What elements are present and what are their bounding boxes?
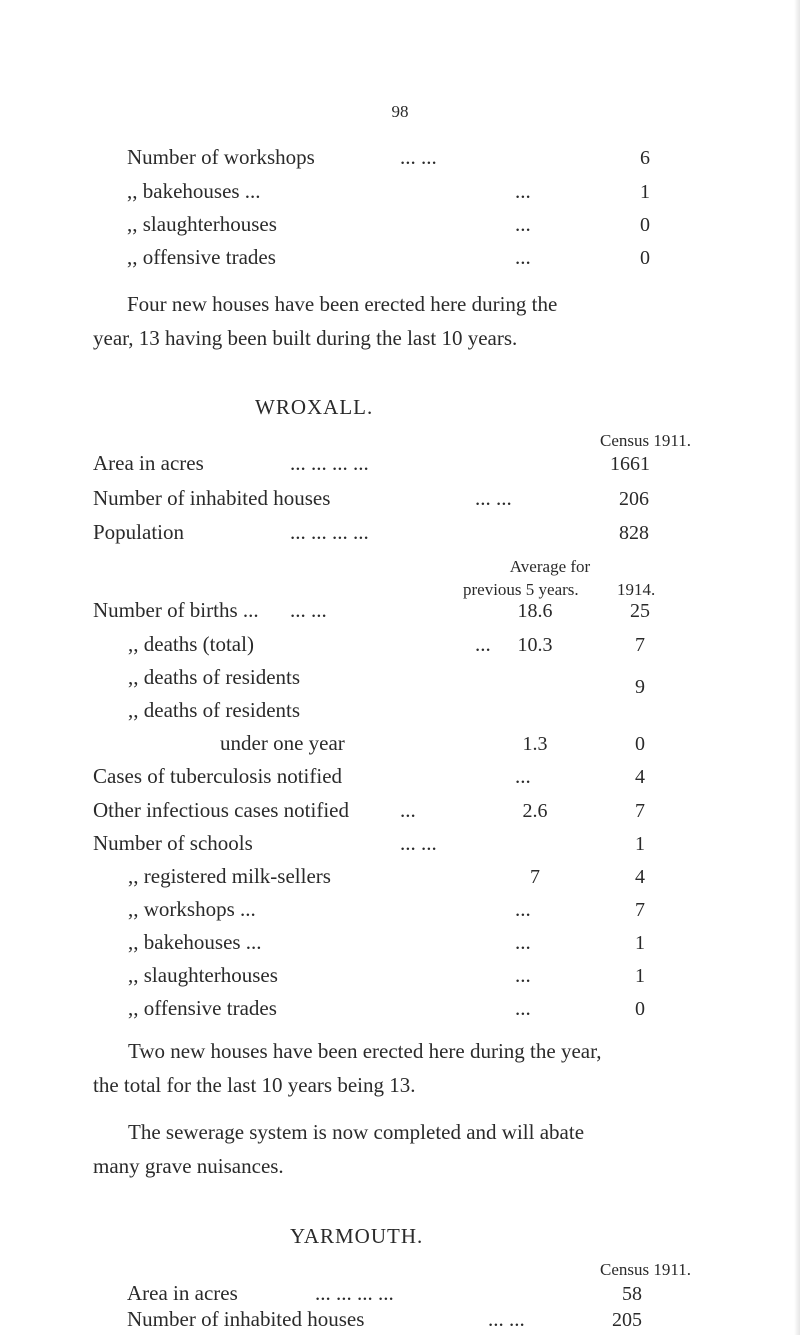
section-title-wroxall: WROXALL. — [255, 395, 374, 419]
census-header: Census 1911. — [600, 1260, 691, 1279]
section-title-yarmouth: YARMOUTH. — [290, 1224, 424, 1248]
stat-row-value: 7 — [635, 634, 645, 656]
block1-row-value: 0 — [640, 214, 650, 236]
paragraph-line: the total for the last 10 years being 13. — [93, 1073, 416, 1097]
stat-row-label: Other infectious cases notified — [93, 798, 349, 822]
block1-row-label: ,, slaughterhouses — [127, 212, 277, 236]
paragraph-line: many grave nuisances. — [93, 1154, 284, 1178]
block1-row-value: 6 — [640, 147, 650, 169]
stat-row-value: 1 — [635, 833, 645, 855]
paragraph-line: year, 13 having been built during the last 10 years. — [93, 326, 518, 350]
block1-row-label: ,, bakehouses ... — [127, 179, 261, 203]
census-row-dots: ... ... — [488, 1307, 525, 1331]
stat-row-label: ,, slaughterhouses — [128, 963, 278, 987]
paragraph-line: The sewerage system is now completed and will abate — [128, 1120, 585, 1144]
census-row-value: 1661 — [610, 453, 650, 475]
stat-row-avg: 7 — [530, 866, 540, 888]
stat-row-dots: ... — [515, 963, 531, 987]
stat-row-value: 0 — [635, 733, 645, 755]
stat-row-avg: 18.6 — [517, 600, 553, 622]
census-row-dots: ... ... ... ... — [290, 451, 369, 475]
block1-row-label: ,, offensive trades — [127, 245, 276, 269]
block1-row-dots: ... — [515, 212, 531, 236]
census-row-dots: ... ... ... ... — [290, 520, 369, 544]
census-row-value: 205 — [612, 1309, 642, 1331]
year-header: 1914. — [617, 580, 656, 599]
stat-row-value: 9 — [635, 676, 645, 698]
page-edge-shadow — [794, 0, 800, 1335]
block1-row-value: 1 — [640, 181, 650, 203]
stat-row-label: ,, registered milk-sellers — [128, 864, 331, 888]
paragraph-line: Two new houses have been erected here during the year, — [128, 1039, 602, 1063]
stat-row-label: Cases of tuberculosis notified — [93, 764, 343, 788]
stat-row-value: 1 — [635, 965, 645, 987]
stat-row-dots: ... ... — [290, 598, 327, 622]
stat-row-label: ,, offensive trades — [128, 996, 277, 1020]
block1-row-label: Number of workshops — [127, 145, 315, 169]
stat-row-dots: ... — [475, 632, 491, 656]
block1-row-dots: ... ... — [400, 145, 437, 169]
stat-row-value: 1 — [635, 932, 645, 954]
stat-row-avg: 1.3 — [522, 733, 548, 755]
census-row-label: Area in acres — [93, 451, 204, 475]
stat-row-label: Number of births ... — [93, 598, 259, 622]
stat-row-avg: 2.6 — [522, 800, 548, 822]
census-header: Census 1911. — [600, 431, 691, 450]
block1-row-dots: ... — [515, 245, 531, 269]
stat-row-dots: ... — [400, 798, 416, 822]
stat-row-label: under one year — [220, 731, 345, 755]
census-row-label: Area in acres — [127, 1281, 238, 1305]
stat-row-label: ,, bakehouses ... — [128, 930, 262, 954]
stat-row-avg: 10.3 — [517, 634, 553, 656]
avg-header: Average for — [509, 557, 591, 576]
stat-row-label: Number of schools — [93, 831, 253, 855]
stat-row-value: 7 — [635, 899, 645, 921]
block1-row-value: 0 — [640, 247, 650, 269]
stat-row-label: ,, deaths of residents — [128, 665, 301, 689]
stat-row-value: 7 — [635, 800, 645, 822]
stat-row-label: ,, deaths (total) — [128, 632, 254, 656]
avg-header: previous 5 years. — [463, 580, 579, 599]
stat-row-dots: ... — [515, 897, 531, 921]
stat-row-value: 25 — [630, 600, 650, 622]
page-number: 98 — [391, 102, 409, 121]
stat-row-dots: ... — [515, 764, 531, 788]
census-row-value: 206 — [619, 488, 649, 510]
census-row-dots: ... ... — [475, 486, 512, 510]
census-row-value: 58 — [622, 1283, 642, 1305]
census-row-value: 828 — [619, 522, 649, 544]
census-row-label: Population — [93, 520, 185, 544]
stat-row-label: ,, deaths of residents — [128, 698, 301, 722]
stat-row-value: 4 — [635, 766, 645, 788]
census-row-label: Number of inhabited houses — [127, 1307, 365, 1331]
block1-row-dots: ... — [515, 179, 531, 203]
stat-row-value: 0 — [635, 998, 645, 1020]
census-row-label: Number of inhabited houses — [93, 486, 331, 510]
paragraph-line: Four new houses have been erected here during the — [127, 292, 558, 316]
stat-row-dots: ... — [515, 930, 531, 954]
census-row-dots: ... ... ... ... — [315, 1281, 394, 1305]
stat-row-value: 4 — [635, 866, 645, 888]
stat-row-label: ,, workshops ... — [128, 897, 256, 921]
stat-row-dots: ... — [515, 996, 531, 1020]
stat-row-dots: ... ... — [400, 831, 437, 855]
